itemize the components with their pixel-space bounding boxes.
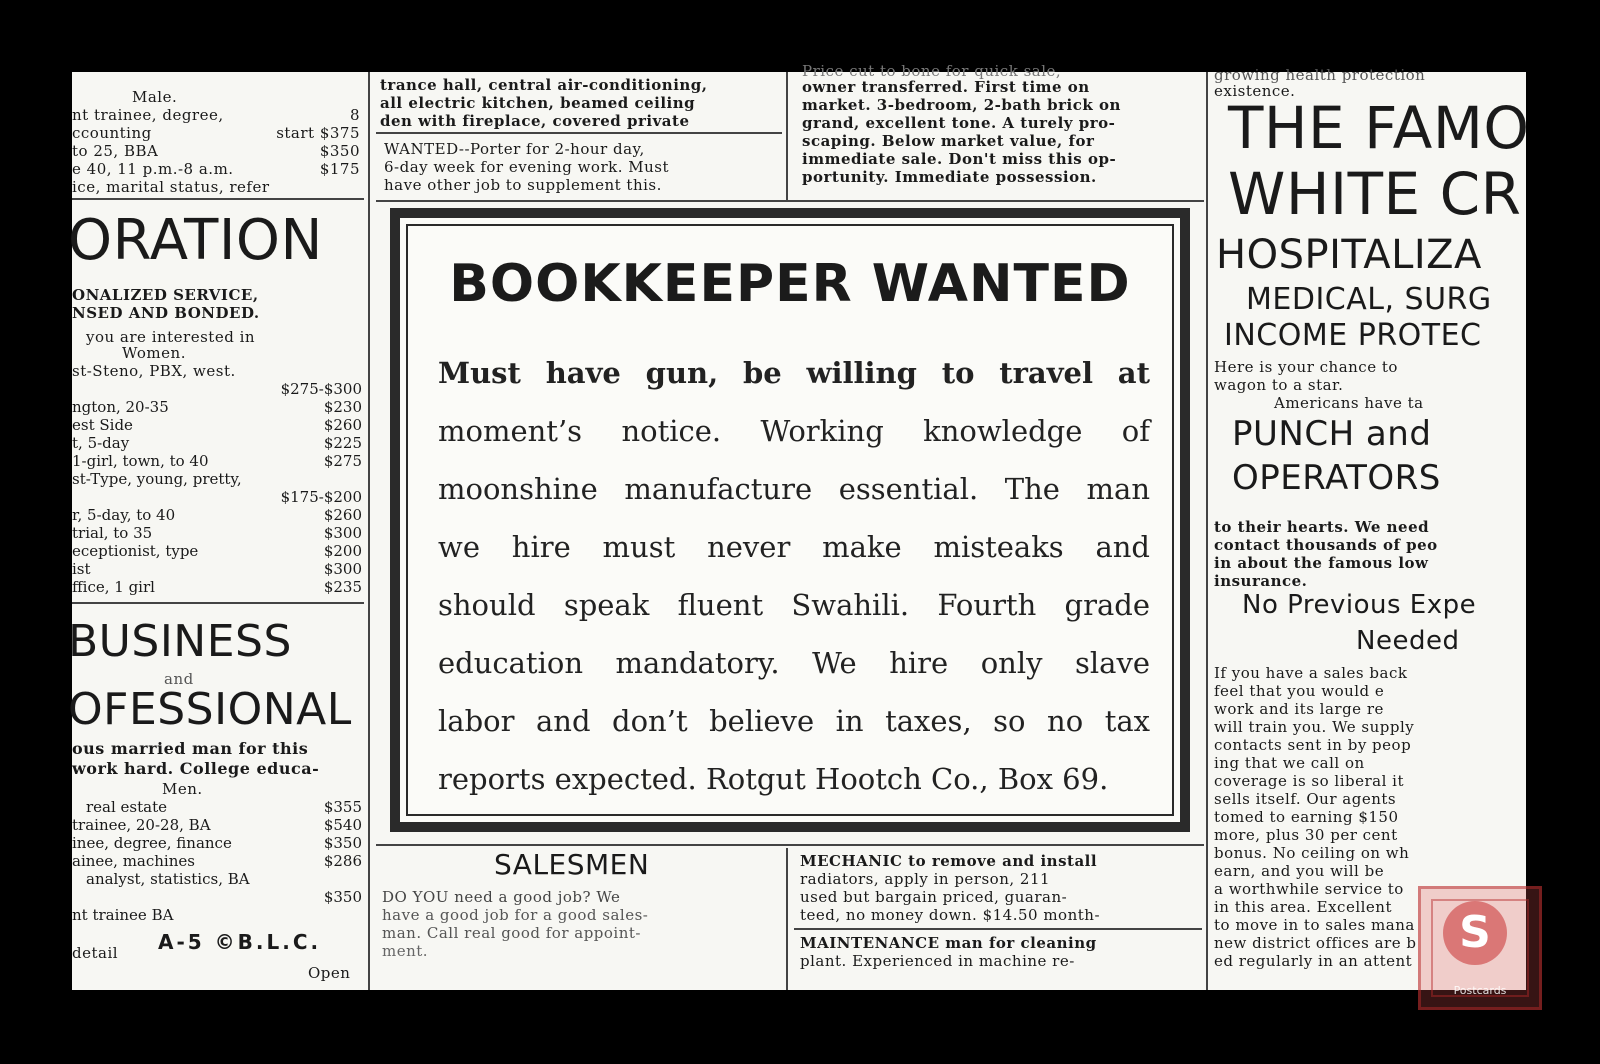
text-line: If you have a sales back [1214,664,1408,682]
text-line: to 25, BBA [72,142,159,160]
text-line: more, plus 30 per cent [1214,826,1398,844]
ad-line: reports expected. Rotgut Hootch Co., Box 69. [438,762,1109,796]
section-heading: BUSINESS [68,616,292,667]
ad-line: Must have gun, be willing to travel at [438,356,1150,390]
headline: PUNCH and [1232,414,1432,454]
subheading: INCOME PROTEC [1224,318,1482,353]
text-line: den with fireplace, covered private [380,112,690,130]
text-line: Here is your chance to [1214,358,1398,376]
list-item: eceptionist, type $200 [72,542,362,560]
copyright-code: A-5 ©B.L.C. [158,930,322,954]
list-item: $350 [323,888,362,906]
text-line: work hard. College educa- [72,759,320,778]
text-line: and [164,670,194,688]
list-item: real estate $355 [86,798,362,816]
text-line: Women. [122,344,186,362]
subheading: NSED AND BONDED. [72,304,260,322]
ad-body [438,344,1150,808]
text-line: Open [308,964,351,982]
text-line: grand, excellent tone. A turely pro- [802,114,1116,132]
list-item: $175-$200 [280,488,362,506]
text-line: Men. [162,780,203,798]
text-line: sells itself. Our agents [1214,790,1397,808]
subheading: Needed [1356,626,1460,656]
text-line: MECHANIC to remove and install [800,852,1098,870]
headline: THE FAMO [1228,94,1530,162]
right-column [1214,66,1530,990]
text-line: immediate sale. Don't miss this op- [802,150,1117,168]
text-line: bonus. No ceiling on wh [1214,844,1410,862]
text-line: scaping. Below market value, for [802,132,1095,150]
text-line: earn, and you will be [1214,862,1385,880]
text-line: DO YOU need a good job? We [382,888,621,906]
salary-list [72,380,362,596]
text-line: wagon to a star. [1214,376,1344,394]
text-line: e 40, 11 p.m.-8 a.m. [72,160,234,178]
text-line: man. Call real good for appoint- [382,924,641,942]
salary-value: $350 [319,142,360,160]
text-line: insurance. [1214,572,1308,590]
text-line: MAINTENANCE man for cleaning [800,934,1097,952]
text-line: ing that we call on [1214,754,1365,772]
text-line: in this area. Excellent [1214,898,1392,916]
text-line: to their hearts. We need [1214,518,1430,536]
text-line: trance hall, central air-conditioning, [380,76,708,94]
text-line: ccounting [72,124,152,142]
bottom-middle-column [376,848,782,990]
section-heading: SALESMEN [494,848,650,881]
salary-value: 8 [349,106,360,124]
text-line: owner transferred. First time on [802,78,1090,96]
text-line: ed regularly in an attent [1214,952,1413,970]
list-item: analyst, statistics, BA [86,870,250,888]
divider [376,200,1204,202]
ad-line: we hire must never make misteaks and [438,530,1150,564]
text-line: portunity. Immediate possession. [802,168,1097,186]
list-item: trial, to 35 $300 [72,524,362,542]
text-line: market. 3-bedroom, 2-bath brick on [802,96,1121,114]
ad-line: moment’s notice. Working knowledge of [438,414,1150,448]
headline: WHITE CR [1228,160,1522,228]
text-line: you are interested in [86,328,256,346]
list-item: ist $300 [72,560,362,578]
text-line: all electric kitchen, beamed ceiling [380,94,696,112]
text-line: contacts sent in by peop [1214,736,1412,754]
text-line: contact thousands of peo [1214,536,1438,554]
column-divider [786,72,788,200]
text-line: coverage is so liberal it [1214,772,1404,790]
column-divider [786,848,788,990]
stamp-label: Postcards [1453,984,1507,997]
list-item: trainee, 20-28, BA $540 [72,816,362,834]
text-line: a worthwhile service to [1214,880,1404,898]
text-line: have other job to supplement this. [384,176,662,194]
bottom-right-middle-column [794,848,1202,990]
list-item: r, 5-day, to 40 $260 [72,506,362,524]
text-line: will train you. We supply [1214,718,1415,736]
text-line: new district offices are b [1214,934,1417,952]
text-line: in about the famous low [1214,554,1429,572]
text-line: have a good job for a good sales- [382,906,649,924]
top-right-middle-column [794,62,1202,200]
text-line: to move in to sales mana [1214,916,1415,934]
ad-line: should speak fluent Swahili. Fourth grade [438,588,1150,622]
subheading: No Previous Expe [1242,590,1477,620]
stamp-logo-icon: S [1443,901,1507,965]
text-line: ous married man for this [72,739,309,758]
section-heading: OFESSIONAL [68,684,352,735]
list-item: ainee, machines $286 [72,852,362,870]
section-heading: ORATION [68,208,323,273]
text-line: Americans have ta [1274,394,1424,412]
bookkeeper-ad-box [390,208,1190,832]
text-line: ment. [382,942,429,960]
list-item: t, 5-day $225 [72,434,362,452]
salary-value: $175 [319,160,360,178]
divider [72,198,364,200]
newspaper-clipping [68,62,1530,990]
divider [376,132,782,134]
column-divider [1206,72,1208,990]
text-line: existence. [1214,82,1296,100]
text-line: Male. [132,88,178,106]
headline: HOSPITALIZA [1216,232,1482,278]
column-divider [368,72,370,990]
headline: OPERATORS [1232,458,1441,498]
list-item: $275-$300 [280,380,362,398]
text-line: used but bargain priced, guaran- [800,888,1068,906]
list-item: inee, degree, finance $350 [72,834,362,852]
ad-line: education mandatory. We hire only slave [438,646,1150,680]
ad-title: BOOKKEEPER WANTED [449,254,1131,314]
text-line: radiators, apply in person, 211 [800,870,1051,888]
text-line: nt trainee, degree, [72,106,224,124]
text-line: growing health protection [1214,66,1426,84]
text-line: teed, no money down. $14.50 month- [800,906,1101,924]
text-line: tomed to earning $150 [1214,808,1399,826]
text-line: st-Steno, PBX, west. [72,362,236,380]
subheading: MEDICAL, SURG [1246,282,1492,317]
text-line: feel that you would e [1214,682,1385,700]
text-line: WANTED--Porter for 2-hour day, [384,140,645,158]
postcards-watermark-stamp [1418,886,1542,1010]
text-line: ice, marital status, refer [72,178,270,196]
divider [794,928,1202,930]
salary-list [72,798,362,924]
list-item: est Side $260 [72,416,362,434]
text-line: Price cut to bone for quick sale, [802,62,1062,80]
text-line: detail [72,944,119,962]
list-item: ffice, 1 girl $235 [72,578,362,596]
list-item: st-Type, young, pretty, [72,470,242,488]
top-middle-column [376,72,782,202]
list-item: nt trainee BA [72,906,174,924]
list-item: ngton, 20-35 $230 [72,398,362,416]
text-line: work and its large re [1214,700,1384,718]
text-line: plant. Experienced in machine re- [800,952,1075,970]
subheading: ONALIZED SERVICE, [72,286,259,304]
list-item: 1-girl, town, to 40 $275 [72,452,362,470]
divider [376,844,1204,846]
ad-line: moonshine manufacture essential. The man [438,472,1150,506]
left-column [68,72,364,990]
divider [72,602,364,604]
salary-value: start $375 [276,124,360,142]
text-line: 6-day week for evening work. Must [384,158,669,176]
ad-line: labor and don’t believe in taxes, so no tax [438,704,1150,738]
